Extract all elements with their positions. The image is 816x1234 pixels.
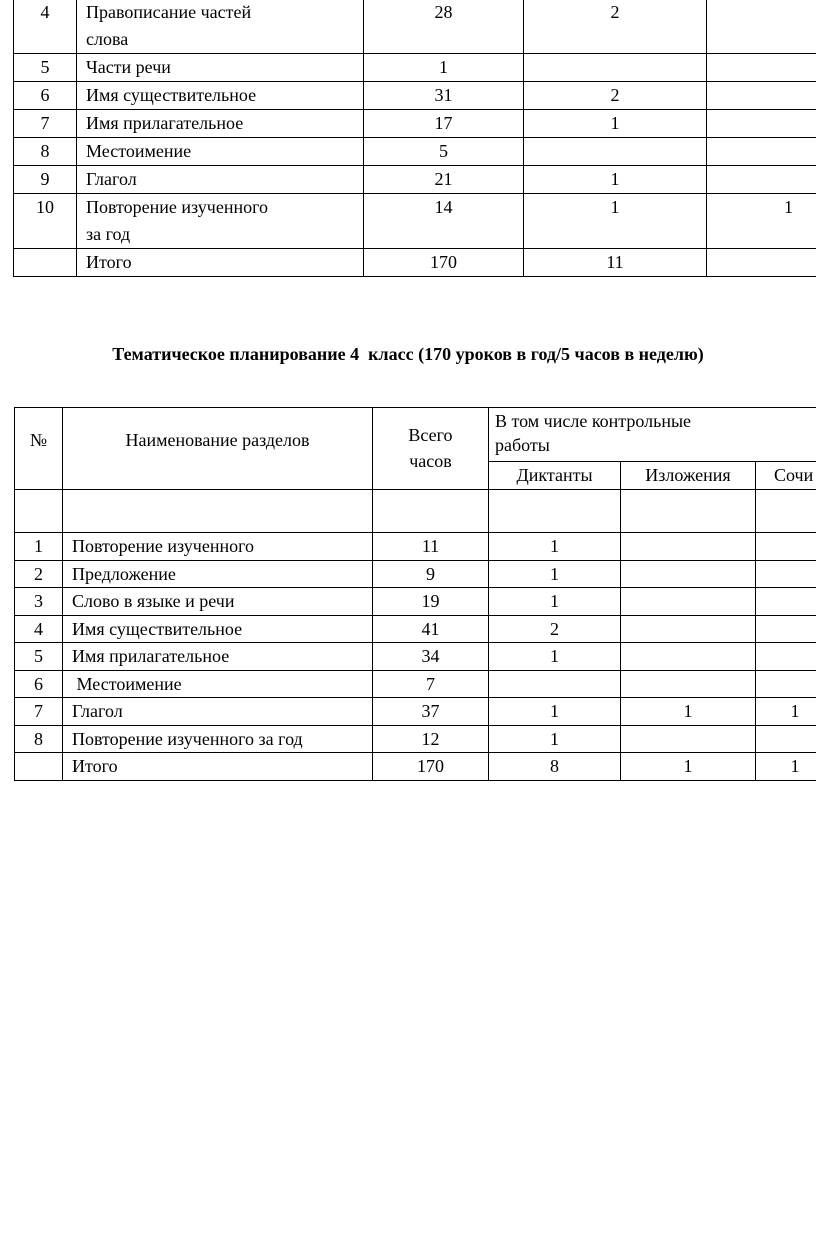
other-count [707, 166, 816, 194]
section-name: Местоимение [77, 138, 364, 166]
section-name: Повторение изученного [63, 533, 373, 561]
expositions-count [621, 533, 756, 561]
total-hours: 12 [373, 725, 489, 753]
spacer-cell [756, 490, 816, 533]
header-total-hours: Всего часов [373, 408, 489, 490]
essays-count [756, 725, 816, 753]
dictations-count: 1 [489, 588, 621, 616]
dictations-count [489, 670, 621, 698]
other-count [707, 249, 816, 277]
section-name: Местоимение [63, 670, 373, 698]
expositions-count [621, 725, 756, 753]
page-title: Тематическое планирование 4 класс (170 уроков в год/5 часов в неделю) [112, 344, 704, 364]
header-number: № [15, 408, 63, 490]
row-number [15, 753, 63, 781]
total-hours: 9 [373, 560, 489, 588]
other-count [707, 0, 816, 54]
total-hours: 11 [373, 533, 489, 561]
expositions-count [621, 560, 756, 588]
row-number: 5 [15, 643, 63, 671]
spacer-cell [489, 490, 621, 533]
dictations-count: 2 [524, 82, 707, 110]
spacer-cell [63, 490, 373, 533]
total-hours: 170 [373, 753, 489, 781]
section-name: Глагол [63, 698, 373, 726]
row-number: 6 [15, 670, 63, 698]
section-name: Имя прилагательное [77, 110, 364, 138]
other-count [707, 138, 816, 166]
dictations-count: 2 [524, 0, 707, 54]
dictations-count: 11 [524, 249, 707, 277]
row-number: 10 [14, 194, 77, 249]
essays-count: 1 [756, 753, 816, 781]
other-count [707, 54, 816, 82]
total-hours: 19 [373, 588, 489, 616]
lessons-table-grade-4 [14, 407, 816, 781]
dictations-count: 1 [489, 533, 621, 561]
row-number [14, 249, 77, 277]
header-row [15, 408, 816, 462]
section-name: Итого [63, 753, 373, 781]
essays-count [756, 533, 816, 561]
table-row [15, 615, 816, 643]
essays-count: 1 [756, 698, 816, 726]
spacer-cell [621, 490, 756, 533]
section-name: Имя существительное [77, 82, 364, 110]
section-name: Имя прилагательное [63, 643, 373, 671]
essays-count [756, 560, 816, 588]
total-hours: 14 [364, 194, 524, 249]
table-row [14, 194, 816, 249]
expositions-count: 1 [621, 698, 756, 726]
table-row [15, 533, 816, 561]
expositions-count [621, 615, 756, 643]
table-row [14, 54, 816, 82]
table-row [15, 588, 816, 616]
dictations-count: 1 [489, 560, 621, 588]
total-hours: 5 [364, 138, 524, 166]
header-control-works: В том числе контрольные работы [489, 408, 816, 462]
table-row-total [14, 249, 816, 277]
total-hours: 21 [364, 166, 524, 194]
expositions-count: 1 [621, 753, 756, 781]
essays-count [756, 670, 816, 698]
total-hours: 28 [364, 0, 524, 54]
section-name: Слово в языке и речи [63, 588, 373, 616]
dictations-count [524, 54, 707, 82]
row-number: 8 [15, 725, 63, 753]
section-name: Правописание частей слова [77, 0, 364, 54]
total-hours: 41 [373, 615, 489, 643]
header-essays: Сочи [756, 462, 816, 490]
other-count: 1 [707, 194, 816, 249]
row-number: 7 [14, 110, 77, 138]
expositions-count [621, 670, 756, 698]
total-hours: 31 [364, 82, 524, 110]
dictations-count: 1 [489, 698, 621, 726]
table-row [15, 725, 816, 753]
spacer-cell [373, 490, 489, 533]
dictations-count: 1 [524, 194, 707, 249]
dictations-count: 1 [524, 110, 707, 138]
dictations-count: 8 [489, 753, 621, 781]
other-count [707, 110, 816, 138]
dictations-count: 1 [489, 643, 621, 671]
total-hours: 7 [373, 670, 489, 698]
header-expositions: Изложения [621, 462, 756, 490]
section-name: Итого [77, 249, 364, 277]
expositions-count [621, 588, 756, 616]
essays-count [756, 643, 816, 671]
table-row [15, 643, 816, 671]
total-hours: 170 [364, 249, 524, 277]
dictations-count [524, 138, 707, 166]
other-count [707, 82, 816, 110]
table-row [14, 138, 816, 166]
table-row [14, 0, 816, 54]
header-dictations: Диктанты [489, 462, 621, 490]
header-spacer-row [15, 490, 816, 533]
table-row [14, 166, 816, 194]
lessons-table-previous [13, 0, 816, 277]
essays-count [756, 615, 816, 643]
table-row [15, 670, 816, 698]
dictations-count: 2 [489, 615, 621, 643]
row-number: 6 [14, 82, 77, 110]
table-row [14, 110, 816, 138]
section-name: Части речи [77, 54, 364, 82]
total-hours: 34 [373, 643, 489, 671]
total-hours: 17 [364, 110, 524, 138]
section-name: Повторение изученного за год [77, 194, 364, 249]
section-name: Предложение [63, 560, 373, 588]
table-row [15, 698, 816, 726]
expositions-count [621, 643, 756, 671]
row-number: 5 [14, 54, 77, 82]
row-number: 7 [15, 698, 63, 726]
table-row [15, 560, 816, 588]
row-number: 2 [15, 560, 63, 588]
row-number: 8 [14, 138, 77, 166]
essays-count [756, 588, 816, 616]
total-hours: 37 [373, 698, 489, 726]
row-number: 1 [15, 533, 63, 561]
header-section-name: Наименование разделов [63, 408, 373, 490]
spacer-cell [15, 490, 63, 533]
total-hours: 1 [364, 54, 524, 82]
table-row [14, 82, 816, 110]
section-name: Глагол [77, 166, 364, 194]
row-number: 4 [15, 615, 63, 643]
row-number: 4 [14, 0, 77, 54]
section-name: Повторение изученного за год [63, 725, 373, 753]
row-number: 9 [14, 166, 77, 194]
section-name: Имя существительное [63, 615, 373, 643]
row-number: 3 [15, 588, 63, 616]
dictations-count: 1 [524, 166, 707, 194]
dictations-count: 1 [489, 725, 621, 753]
table-row-total [15, 753, 816, 781]
